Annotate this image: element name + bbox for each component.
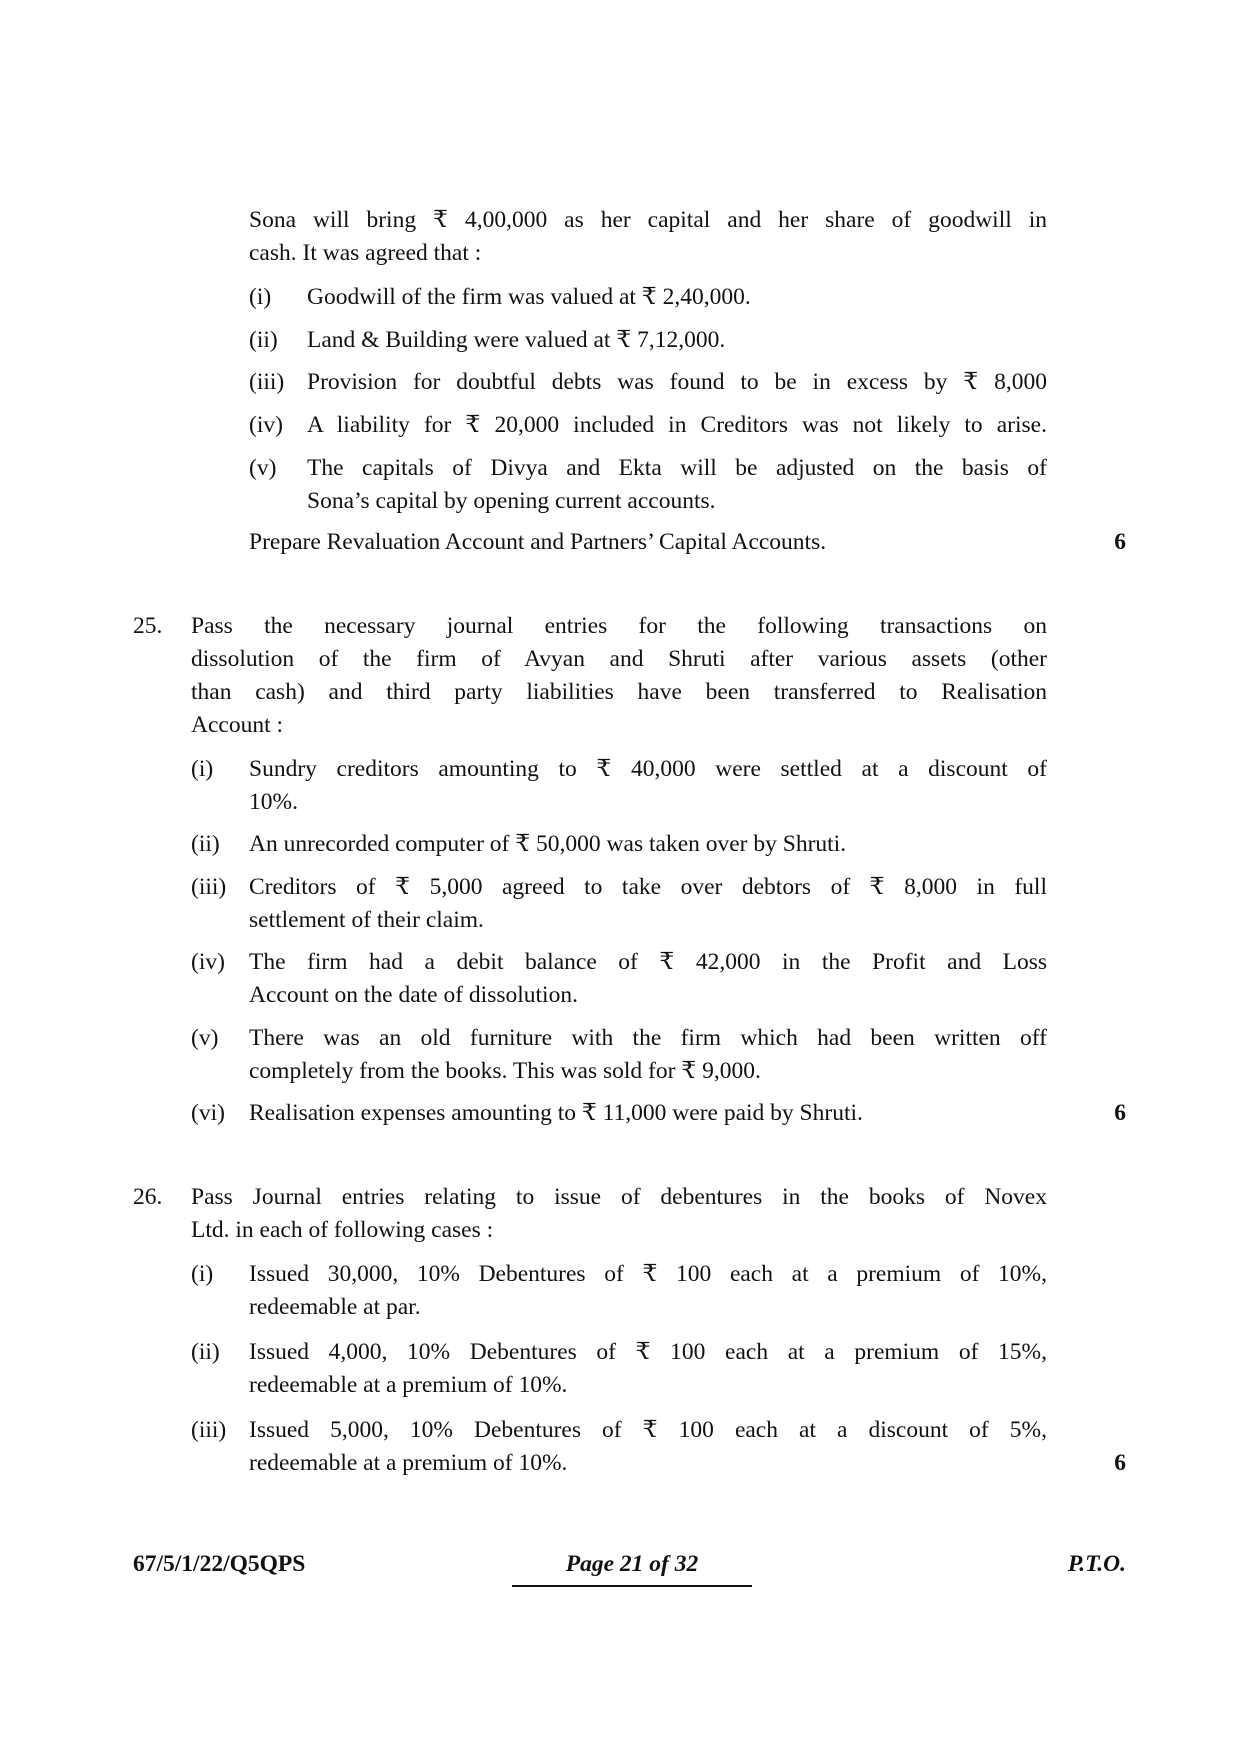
q26-item-text: redeemable at a premium of 10%.: [249, 1450, 568, 1476]
q25-item-text: Sundry creditors amounting to ₹ 40,000 were settled at a discount of: [249, 756, 1047, 782]
q24-item-number: (ii): [249, 327, 278, 353]
q26-item-text: Issued 4,000, 10% Debentures of ₹ 100 each at a premium of 15%,: [249, 1339, 1047, 1365]
q25-item-text: Creditors of ₹ 5,000 agreed to take over debtors of ₹ 8,000 in full: [249, 874, 1047, 900]
q25-stem-line: Account :: [191, 712, 284, 738]
q25-stem-line: than cash) and third party liabilities have been transferred to Realisation: [191, 679, 1047, 705]
q26-item-text: redeemable at par.: [249, 1294, 421, 1320]
q26-item-number: (i): [191, 1261, 214, 1287]
q25-stem-line: Pass the necessary journal entries for the following transactions on: [191, 613, 1047, 639]
q26-item-number: (ii): [191, 1339, 220, 1365]
page-number: Page 21 of 32: [512, 1548, 752, 1587]
q26-item-text: redeemable at a premium of 10%.: [249, 1372, 568, 1398]
q25-item-number: (ii): [191, 831, 220, 857]
q26-marks: 6: [1114, 1450, 1126, 1476]
q25-item-text: 10%.: [249, 789, 298, 815]
q24-item-text: A liability for ₹ 20,000 included in Creditors was not likely to arise.: [307, 412, 1047, 438]
q25-item-text: settlement of their claim.: [249, 907, 484, 933]
q24-item-text: Goodwill of the firm was valued at ₹ 2,40,000.: [307, 284, 751, 310]
q24-intro-line-2: cash. It was agreed that :: [249, 240, 482, 266]
q26-item-text: Issued 5,000, 10% Debentures of ₹ 100 each at a discount of 5%,: [249, 1417, 1047, 1443]
q25-item-number: (iv): [191, 949, 225, 975]
q25-item-number: (vi): [191, 1100, 225, 1126]
q24-item-number: (iv): [249, 412, 283, 438]
q25-stem-line: dissolution of the firm of Avyan and Shruti after various assets (other: [191, 646, 1047, 672]
q26-item-text: Issued 30,000, 10% Debentures of ₹ 100 each at a premium of 10%,: [249, 1261, 1047, 1287]
q25-item-text: completely from the books. This was sold for ₹ 9,000.: [249, 1058, 761, 1084]
q24-item-number: (i): [249, 284, 272, 310]
q26-item-number: (iii): [191, 1417, 227, 1443]
q24-closing-instruction: Prepare Revaluation Account and Partners’ Capital Accounts.: [249, 529, 827, 555]
q24-marks: 6: [1114, 529, 1126, 555]
q25-item-number: (iii): [191, 874, 227, 900]
q24-item-text: Sona’s capital by opening current accounts.: [307, 488, 716, 514]
q25-item-text: Account on the date of dissolution.: [249, 982, 578, 1008]
q25-marks: 6: [1114, 1100, 1126, 1126]
q25-item-text: There was an old furniture with the firm which had been written off: [249, 1025, 1047, 1051]
paper-code: 67/5/1/22/Q5QPS: [133, 1551, 306, 1577]
q24-item-text: The capitals of Divya and Ekta will be adjusted on the basis of: [307, 455, 1047, 481]
please-turn-over: P.T.O.: [1067, 1551, 1126, 1577]
q24-item-number: (v): [249, 455, 277, 481]
q26-stem-line: Pass Journal entries relating to issue of debentures in the books of Novex: [191, 1184, 1047, 1210]
q24-item-text: Provision for doubtful debts was found to be in excess by ₹ 8,000: [307, 369, 1047, 395]
q25-item-number: (v): [191, 1025, 219, 1051]
q26-stem-line: Ltd. in each of following cases :: [191, 1217, 494, 1243]
q25-item-number: (i): [191, 756, 214, 782]
q25-number: 25.: [133, 613, 163, 639]
q25-item-text: Realisation expenses amounting to ₹ 11,000 were paid by Shruti.: [249, 1100, 863, 1126]
q24-intro-line-1: Sona will bring ₹ 4,00,000 as her capital and her share of goodwill in: [249, 207, 1047, 233]
q24-item-number: (iii): [249, 369, 285, 395]
q26-number: 26.: [133, 1184, 163, 1210]
q25-item-text: The firm had a debit balance of ₹ 42,000 in the Profit and Loss: [249, 949, 1047, 975]
q25-item-text: An unrecorded computer of ₹ 50,000 was taken over by Shruti.: [249, 831, 847, 857]
q24-item-text: Land & Building were valued at ₹ 7,12,000.: [307, 327, 726, 353]
